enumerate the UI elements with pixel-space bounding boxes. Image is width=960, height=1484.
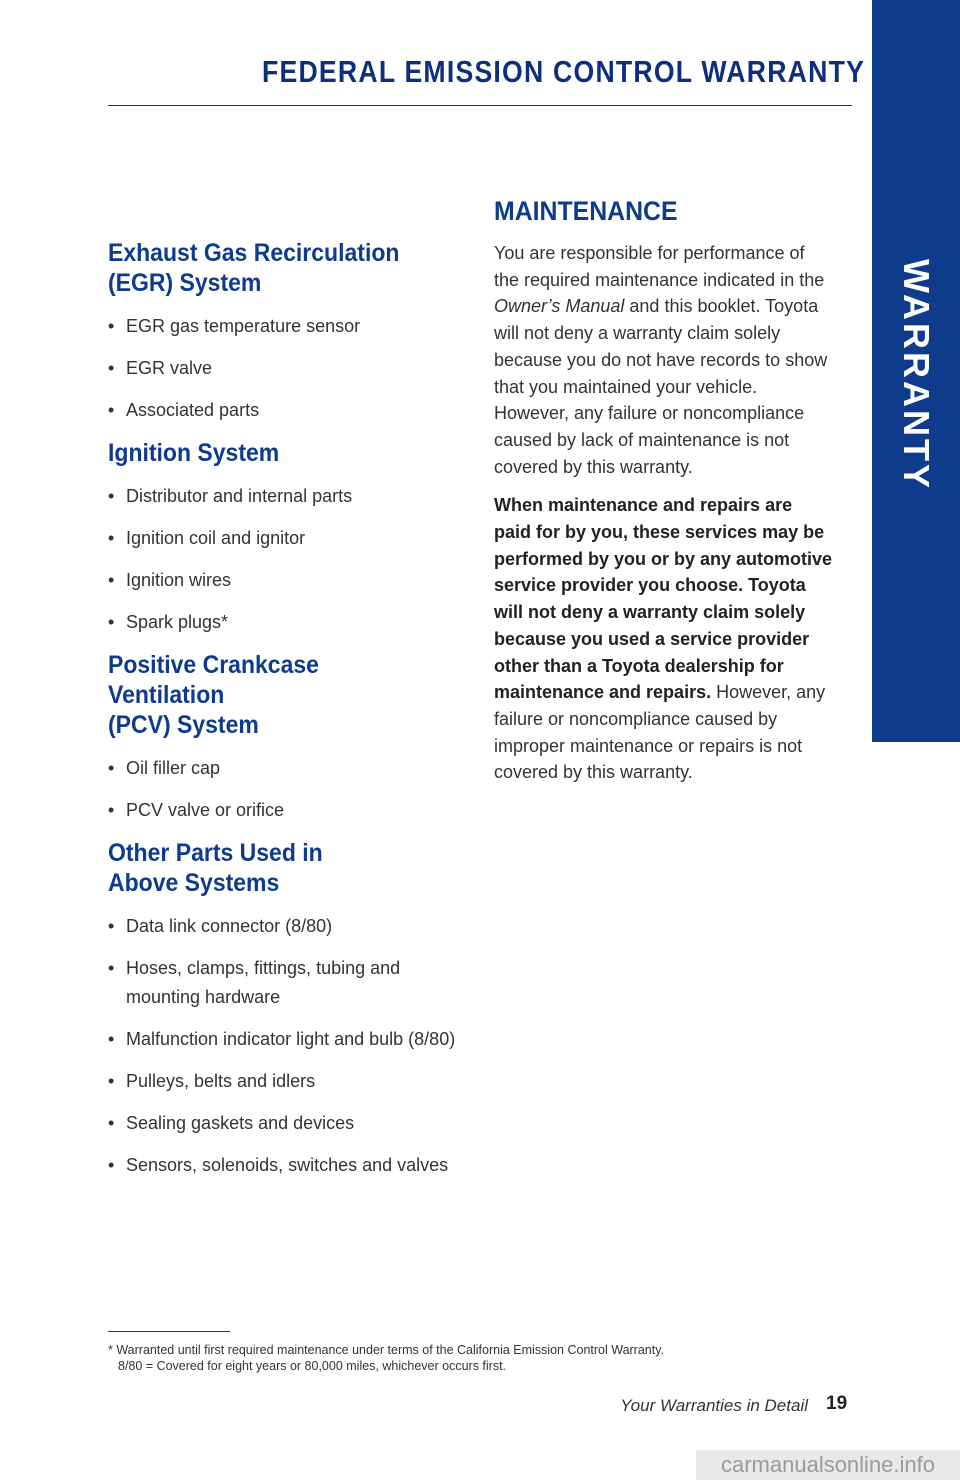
- list-item: • Distributor and internal parts: [108, 482, 458, 511]
- section-heading: Positive Crankcase Ventilation (PCV) System: [108, 651, 319, 739]
- footnote-line: 8/80 = Covered for eight years or 80,000 miles, whichever occurs first.: [118, 1359, 507, 1373]
- list-item: • Spark plugs*: [108, 608, 458, 637]
- section-ignition-system: [108, 438, 458, 637]
- section-heading: Other Parts Used in Above Systems: [108, 839, 323, 897]
- left-column: [108, 238, 458, 1193]
- section-pcv-system: [108, 650, 458, 825]
- footnote-divider: [108, 1331, 230, 1332]
- section-heading: Ignition System: [108, 439, 280, 467]
- list-item: • EGR gas temperature sensor: [108, 312, 458, 341]
- page-title: FEDERAL EMISSION CONTROL WARRANTY: [262, 54, 866, 89]
- footer-label: Your Warranties in Detail: [620, 1396, 808, 1415]
- list-item: • Ignition wires: [108, 566, 458, 595]
- section-heading: Exhaust Gas Recirculation (EGR) System: [108, 239, 400, 297]
- service-provider-paragraph: When maintenance and repairs are paid for by you, these services may be performed by you or by any automotive service provider you choose. Toyota will not deny a warranty claim solely because you used a service provider other than a Toyota dealership for maintenance and repairs. However, any failure or noncompliance caused by improper maintenance or repairs is not covered by this warranty.: [494, 495, 833, 783]
- parts-list: [108, 312, 458, 425]
- section-egr-system: [108, 238, 458, 425]
- list-item: • Pulleys, belts and idlers: [108, 1067, 458, 1096]
- list-item: • Sensors, solenoids, switches and valves: [108, 1151, 458, 1180]
- parts-list: [108, 912, 458, 1180]
- list-item: • Associated parts: [108, 396, 458, 425]
- owners-manual-title: Owner’s Manual: [494, 296, 625, 317]
- maintenance-paragraph: You are responsible for performance of the required maintenance indicated in the Owner’s Manual and this booklet. Toyota will not deny a warranty claim solely because you do not have records to show that you maintained your vehicle. However, any failure or noncompliance caused by lack of maintenance is not covered by this warranty.: [494, 243, 828, 477]
- list-item: • EGR valve: [108, 354, 458, 383]
- parts-list: [108, 754, 458, 825]
- parts-list: [108, 482, 458, 637]
- section-other-parts: [108, 838, 458, 1180]
- list-item: • Data link connector (8/80): [108, 912, 458, 941]
- watermark: carmanualsonline.info: [696, 1450, 960, 1480]
- footnote-line: * Warranted until first required maintenance under terms of the California Emission Control Warranty.: [108, 1343, 665, 1357]
- footnote: [108, 1342, 828, 1374]
- list-item: • Ignition coil and ignitor: [108, 524, 458, 553]
- list-item: • PCV valve or orifice: [108, 796, 458, 825]
- title-divider: [108, 105, 852, 106]
- side-tab-label: [876, 259, 956, 491]
- right-column: [494, 196, 834, 798]
- list-item: • Sealing gaskets and devices: [108, 1109, 458, 1138]
- page-number: 19: [826, 1393, 848, 1414]
- maintenance-heading: MAINTENANCE: [494, 196, 678, 226]
- list-item: • Hoses, clamps, fittings, tubing and mounting hardware: [108, 954, 458, 1012]
- side-tab-text: WARRANTY: [896, 259, 938, 491]
- list-item: • Oil filler cap: [108, 754, 458, 783]
- list-item: • Malfunction indicator light and bulb (8/80): [108, 1025, 458, 1054]
